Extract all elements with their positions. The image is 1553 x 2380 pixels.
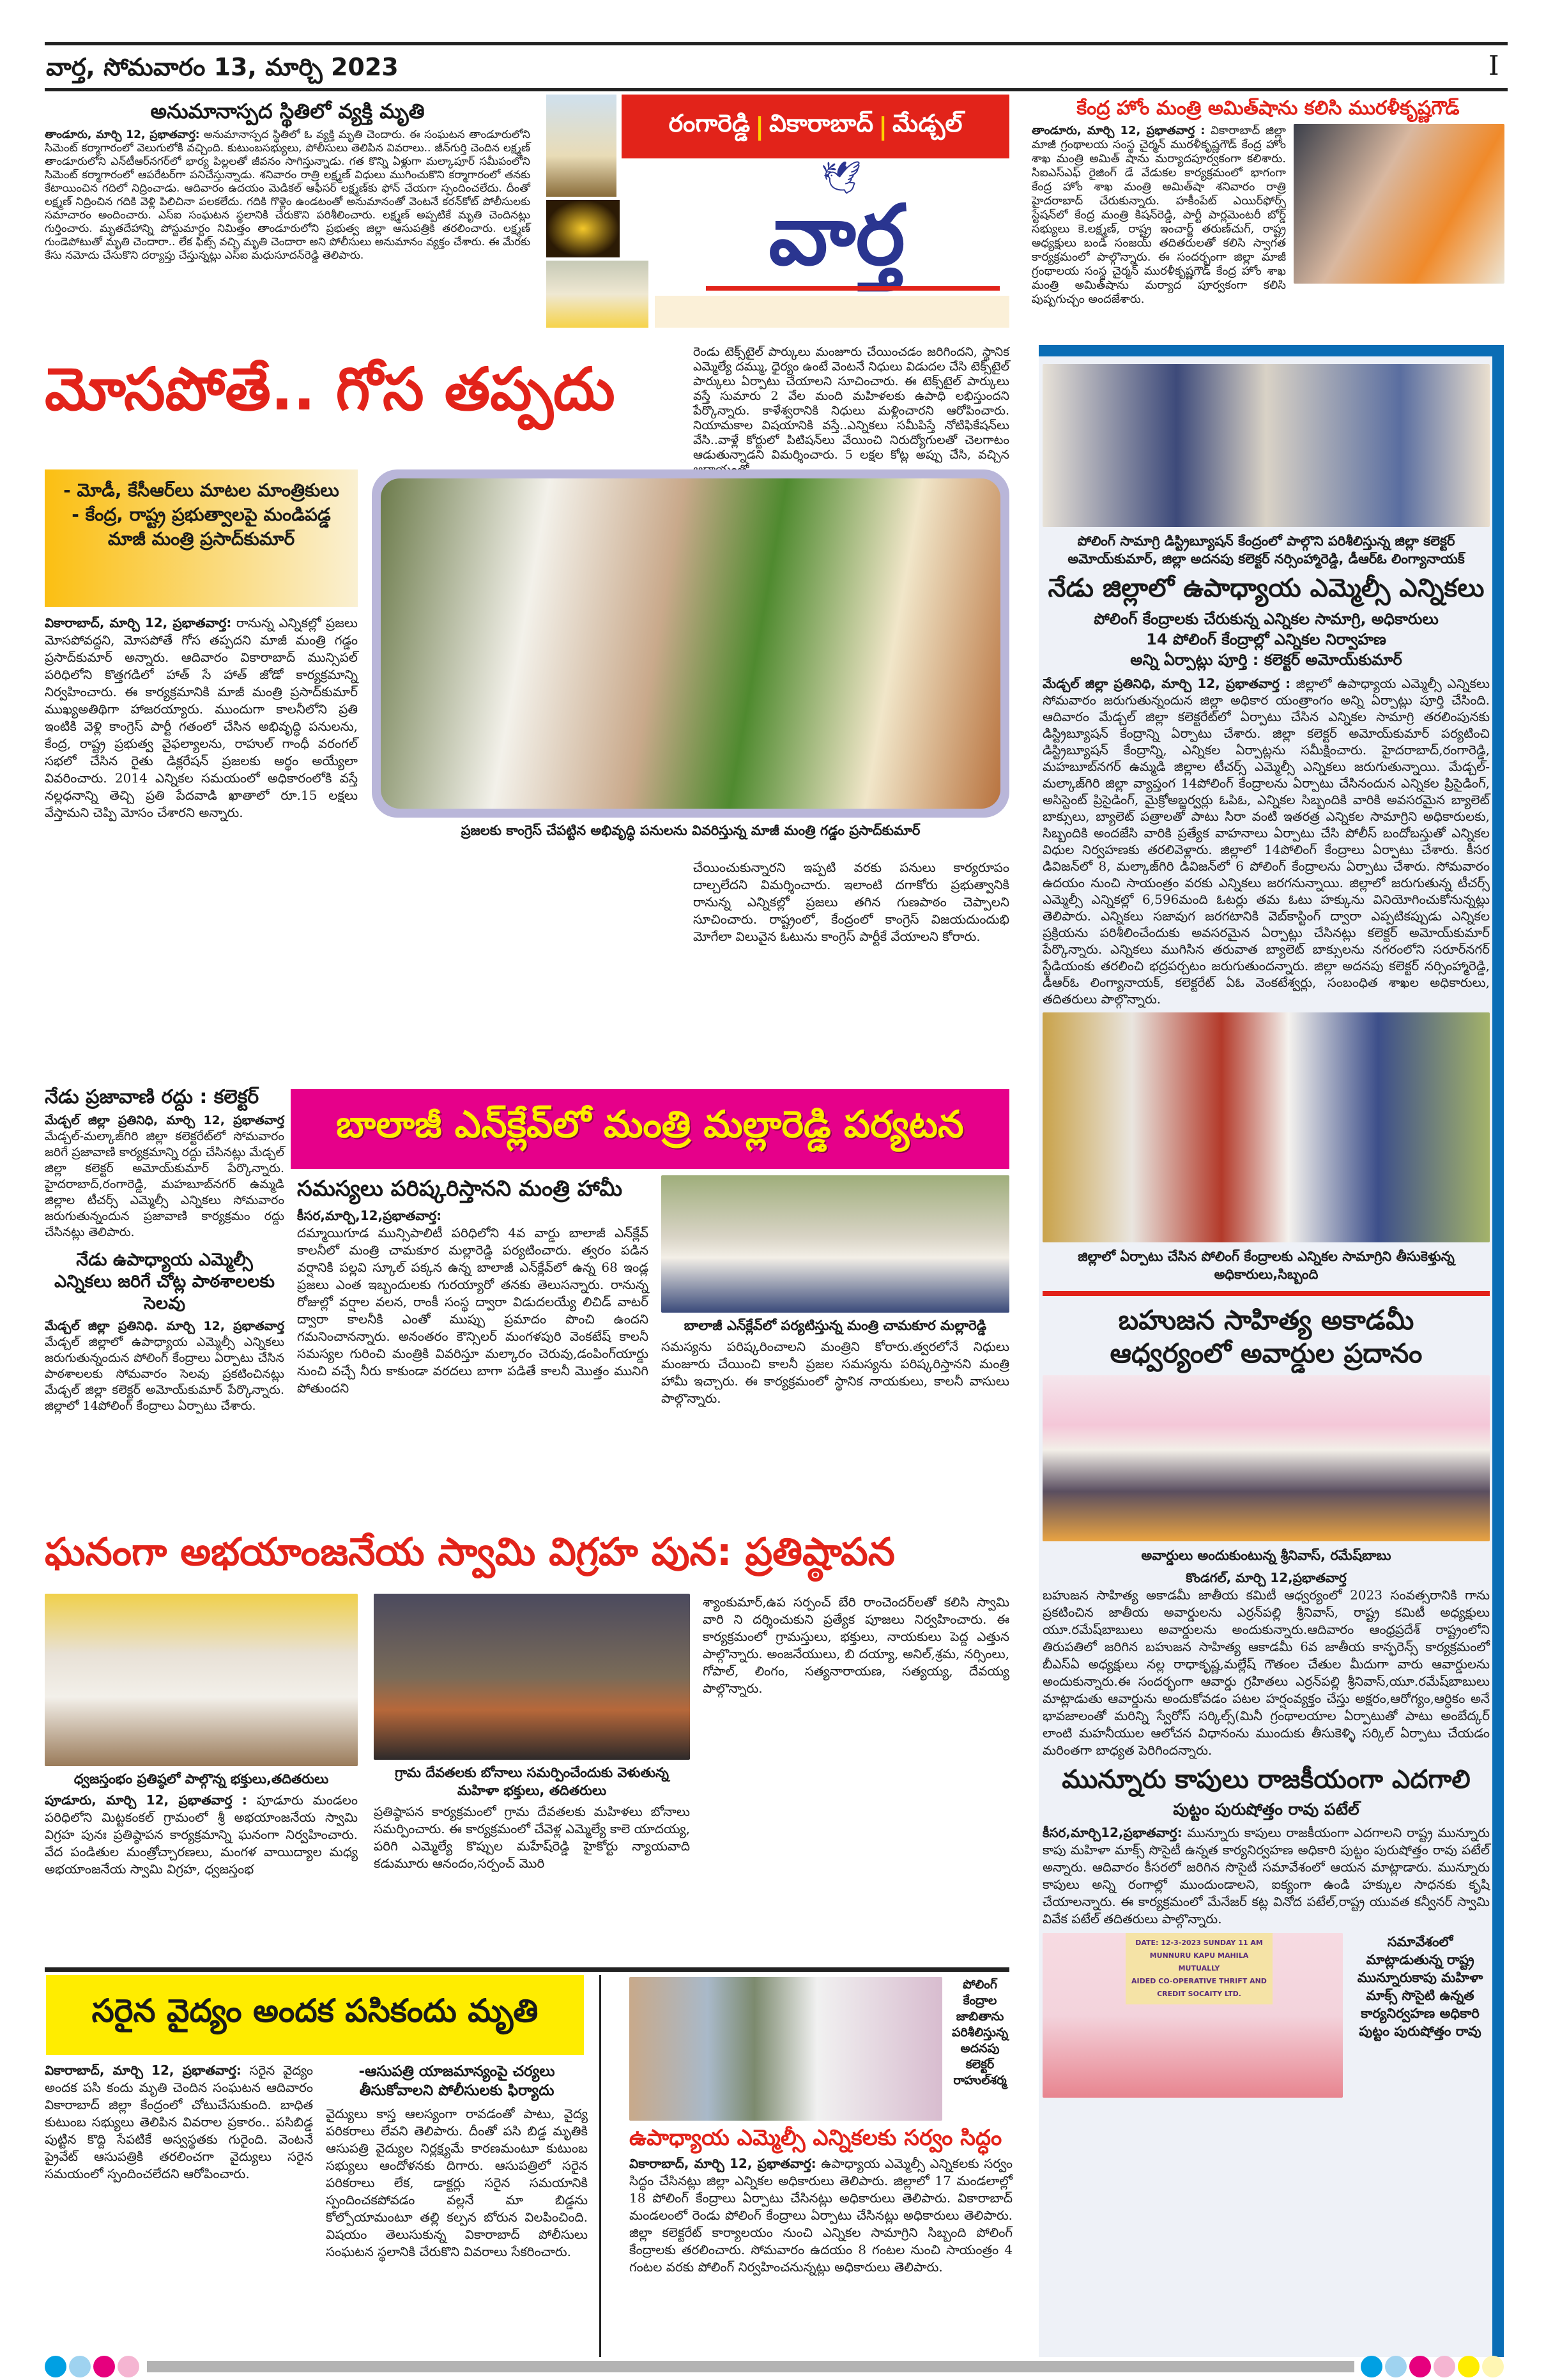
headline-abhayanjaneya: ఘనంగా అభయాంజనేయ స్వామి విగ్రహ పున: ప్రతిష్ఠాపన <box>45 1530 895 1575</box>
collector-photo-caption: పోలింగ్ సామాగ్రి డిస్ట్రిబ్యూషన్ కేంద్రంలో పాల్గొని పరిశీలిస్తున్న జిల్లా కలెక్టర్ అమోయ్‌కుమార్, జిల్లా అదనపు కలెక్టర్ నర్సింహ్మారెడ్డి, డీఆర్‌ఓ లింగ్యానాయక్ <box>1067 533 1465 567</box>
color-mark <box>1361 2356 1382 2377</box>
paper-date: వార్త, సోమవారం 13, మార్చి 2023 <box>46 53 399 81</box>
dateline: మేడ్చల్ జిల్లా ప్రతినిధి, మార్చి 12, ప్రభాతవార్త <box>45 1113 284 1127</box>
color-marks-right <box>1361 2356 1506 2380</box>
color-mark <box>69 2356 91 2377</box>
headline-balaji: బాలాజీ ఎన్‌క్లేవ్‌లో మంత్రి మల్లారెడ్డి పర్యటన <box>336 1102 964 1146</box>
article-body: బహుజన సాహిత్య అకాడమీ జాతీయ కమిటీ ఆధ్వర్యంలో 2023 సంవత్సరానికి గాను ప్రకటించిన జాతీయ అవార్డులను ఎర్రన్‌పల్లి శ్రీనివాస్, రాష్ట్ర కమిటీ అధ్యక్షులు యూ.రమేష్‌బాబులు అవార్డులను అందుకున్నారు.ఆదివారం ఆంధ్రప్రదేశ్ రాష్ట్రంలోని తిరుపతిలో జరిగిన బహుజన సాహిత్య ఆకాడమీ 6వ జాతీయ కాన్ఫరెన్స్ కార్యక్రమంలో బీఎస్‌ఏ అధ్యక్షులు నల్ల రాధాకృష్ణ,మల్లేష్ గౌతంల చేతుల మీదుగా వారు ఆవార్డులను అందుకున్నారు.ఈ సందర్భంగా ఆవార్డు గ్రహితలు ఎర్రన్‌పల్లి శ్రీనివాస్,యూ.రమేష్‌బాబులు మాట్లాడుతు ఆవార్డును అందుకోవడం పటల హర్షంవ్యక్తం చేస్తు అక్షరం,ఆరోగ్యం,ఆర్ధికం అనే భావజాలంతో మరిన్ని స్వేరోస్ సర్కిల్స్(మినీ గ్రంథాలయాల ఏర్పాటుతో పాటు అంబేద్కర్ లాంటి మహనీయుల ఆలోచన విధానంను ముందుకు తీసుకెళ్ళి సర్కిల్ ఏర్పాటు చేయడం మరింతగా బాధ్యత పెరిగిందన్నారు. <box>1043 1587 1490 1758</box>
color-mark <box>1434 2356 1455 2377</box>
article-body: మేడ్చల్ జిల్లాలో ఉపాధ్యాయ ఎమ్మెల్సీ ఎన్నికలు జరుగుతున్నందున పోలింగ్ కేంద్రాలు ఏర్పాటు చేసిన పాఠశాలలకు సోమవారం సెలవు ప్రకటించినట్లు మేడ్చల్ జిల్లా కలెక్టర్ అమోయ్‌కుమార్ పేర్కొన్నారు. జిల్లాలో 14పోలింగ్ కేంద్రాలు ఏర్పాటు చేశారు. <box>45 1335 284 1413</box>
suspicious-death-column <box>45 99 530 332</box>
color-mark <box>1482 2356 1504 2377</box>
meeting-banner <box>1126 1933 1273 2004</box>
article-body: అనుమానాస్పద స్థితిలో ఓ వ్యక్తి మృతి చెందారు. ఈ సంఘటన తాండూరులోని సిమెంట్ కర్మాగారంలో వెలుగులోకి వచ్చింది. కుటుంబసభ్యులు, పోలీసులు తెలిపిన వివరాలు.. జీన్‌గుర్తి చెందిన లక్ష్మణ్ తాండూరులోని ఎన్‌టీఆర్‌నగర్‌లో భార్య పిల్లలతో జీవనం సాగిస్తున్నాడు. గత కొన్ని ఏళ్లుగా మల్కాపూర్ సమీపంలోని సిమెంట్ కర్మాగారంలో ఆపరేటర్‌గా పనిచేస్తున్నాడు. శనివారం రాత్రి లక్ష్మణ్ విధులు ముగించుకొని కర్మాగారంలో తనకు కేటాయించిన గదిలో నిద్రించాడు. ఆదివారం ఉదయం మెడికల్ ఆఫీసర్ లక్ష్మణ్‌కు ఫోన్ చేయగా స్పందించలేదు. దీంతో లక్ష్మణ్ నిద్రించిన గదికి వెళ్లి పిలిచినా పలకలేదు. గదికి గొళ్లెం ఉండటంతో అనుమానంతో వెంటనే కరన్‌కోట్ పోలీసులకు సమాచారం అందించారు. ఎస్ఐ సంఘటన స్థలానికి చేరుకొని పరిశీలించారు. లక్ష్మణ్ అప్పటికే మృతి చెందినట్లు గుర్తించారు. మృతదేహాన్ని పోస్టుమార్టం నిమిత్తం తాండూరులోని ప్రభుత్వ జిల్లా ఆసుపత్రికి తరలించారు. లక్ష్మణ్ గుండెపోటుతో మృతి చెందారా.. లేక ఫిట్స్ వచ్చి మృతి చెందారా అని పోలీసులు అనుమానం వ్యక్తం చేశారు. ఈ మేరకు కేసు నమోదు చేసుకొని దర్యాప్తు చేస్తున్నట్లు ఎస్ఐ మధుసూదన్‌రెడ్డి తెలిపారు. <box>45 128 530 263</box>
color-mark <box>93 2356 115 2377</box>
lead-body-col3: చేయించుకున్నారని ఇప్పటి వరకు పనులు కార్యరూపం దాల్చలేదని విమర్శించారు. ఇలాంటి దగాకోరు ప్రభుత్వానికి రానున్న ఎన్నికల్లో ప్రజలు తగిన గుణపాఠం చెప్పాలని సూచించారు. రాష్ట్రంలో, కేంద్రంలో కాంగ్రెస్ విజయదుందుభి మోగేలా విలువైన ఓటును కాంగ్రెస్ పార్టీకే వేయాలని కోరారు. <box>693 860 1009 944</box>
color-mark <box>1409 2356 1431 2377</box>
amit-shah-column <box>1032 97 1504 332</box>
headline-school-holiday: నేడు ఉపాధ్యాయ ఎమ్మెల్సీ ఎన్నికలు జరిగే చోట్ల పాఠశాలలకు సెలవు <box>54 1250 275 1313</box>
footer-gray-bar <box>147 2361 1354 2372</box>
left-small-column <box>45 1086 284 1507</box>
munnuru-photo-caption: సమావేశంలో మాట్లాడుతున్న రాష్ట్ర మున్నూరుకాపు మహిళా మాక్స్ సొసైటి ఉన్నత కార్యనిర్వహణ అధికారి పుట్టం పురుషోత్తం రావు <box>1357 1934 1483 2039</box>
infant-banner <box>46 1975 584 2055</box>
article-school-holiday <box>45 1318 284 1414</box>
district-vikarabad: వికారాబాద్ <box>769 109 874 137</box>
red-divider <box>1043 1291 1490 1296</box>
flagpole-photo <box>45 1594 358 1766</box>
article-amit-shah <box>1032 124 1504 307</box>
temple-photo <box>546 95 616 197</box>
dateline: వికారాబాద్, మార్చి 12, ప్రభాతవార్త: <box>45 2063 241 2078</box>
lead-photo-caption: ప్రజలకు కాంగ్రెస్ చేపట్టిన అభివృద్ధి పనులను వివరిస్తున్న మాజీ మంత్రి గడ్డం ప్రసాద్‌కుమార్ <box>461 823 921 838</box>
header-bottom-rule <box>45 88 1508 91</box>
balaji-banner <box>291 1089 1009 1169</box>
dateline: వికారాబాద్, మార్చి 12, ప్రభాతవార్త: <box>629 2156 816 2171</box>
article-body: సరైన వైద్యం అందక పసి కందు మృతి చెందిన సంఘటన ఆదివారం వికారాబాద్ జిల్లా కేంద్రంలో చోటుచేసుకుంది. బాధిత కుటుంబ సభ్యులు తెలిపిన వివరాల ప్రకారం.. పసిబిడ్డ పుట్టిన కొద్ది సేపటికే అస్వస్థతకు గురైంది. వెంటనే ప్రైవేట్ ఆసుపత్రికి తరలించగా వైద్యులు సరైన సమయంలో స్పందించలేదని ఆరోపించారు. <box>45 2063 314 2181</box>
headline-suspicious-death: అనుమానాస్పద స్థితిలో వ్యక్తి మృతి <box>150 99 425 123</box>
abhayanjaneya-col1-stack <box>45 1594 358 1964</box>
banner-line: MUNNURU KAPU MAHILA MUTUALLY <box>1149 1951 1249 1972</box>
munnuru-photo-row <box>1043 1933 1490 2098</box>
headline-munnuru-kapu: మున్నూరు కాపులు రాజకీయంగా ఎదగాలి <box>1062 1765 1471 1794</box>
masthead-cream-band <box>655 296 1009 328</box>
subheads-mlc-medchal <box>1043 609 1490 670</box>
abhayanjaneya-col3: శ్యాంకుమార్,ఉప సర్పంచ్ బేరి రాంచెందర్‌లతో కలిసి స్వామి వారి ని దర్శించుకుని ప్రత్యేక పూజలు నిర్వహించారు. ఈ కార్యక్రమంలో గ్రామస్తులు, భక్తులు, నాయకులు పెద్ద ఎత్తున పాల్గొన్నారు. అంజనేయులు, బి దయ్యా, అనిల్,శ్రమ, నర్సింలు, గోపాల్, లింగం, సత్యనారాయణ, సత్యయ్య, దేవయ్య పాల్గొన్నారు. <box>703 1594 1009 1696</box>
abhayanjaneya-col2: ప్రతిష్ఠాపన కార్యక్రమంలో గ్రామ దేవతలకు మహిళలు బోనాలు సమర్పించారు. ఈ కార్యక్రమంలో చేవెళ్ల ఎమ్మెల్యే కాలె యాదయ్య, పరిగి ఎమ్మెల్యే కొప్పుల మహేష్‌రెడ్డి హైకోర్టు న్యాయవాది కడుమూరు ఆనందం,సర్పంచ్ మొరి <box>374 1804 690 1871</box>
infant-subhead: -ఆసుపత్రి యాజమాన్యంపై చర్యలు తీసుకోవాలని పోలీసులకు ఫిర్యాదు <box>358 2063 555 2099</box>
article-body: మేడ్చల్-మల్కాజ్‌గిరి జిల్లా కలెక్టరేట్‌లో సోమవారం జరిగే ప్రజావాణి కార్యక్రమాన్ని రద్దు చేసినట్లు మేడ్చల్ జిల్లా కలెక్టర్ అమోయ్‌కుమార్ పేర్కొన్నారు. హైదరాబాద్,రంగారెడ్డి, మహబూబ్‌నగర్ ఉమ్మడి జిల్లాల టీచర్స్ ఎమ్మెల్సీ ఎన్నికలు సోమవారం జరుగుతున్నందున ప్రజావాణి కార్యక్రమం రద్దు చేసినట్లు తెలిపారు. <box>45 1129 284 1239</box>
infant-col2: వైద్యులు కాస్త ఆలస్యంగా రావడంతో పాటు, వైద్య పరికరాలు లేవని తెలిపారు. దీంతో పసి బిడ్డ మృతికి ఆసుపత్రి వైద్యుల నిర్లక్ష్యమే కారణమంటూ కుటుంబ సభ్యులు ఆందోళనకు దిగారు. ఆసుపత్రిలో సరైన పరికరాలు లేక, డాక్టర్లు సరైన సమయానికి స్పందించకపోవడం వల్లనే మా బిడ్డను కోల్పోయామంటూ తల్లి కల్పన బోరున విలపించింది. విషయం తెలుసుకున్న వికారాబాద్ పోలీసులు సంఘటన స్థలానికి చేరుకొని వివరాలు సేకరించారు. <box>326 2106 588 2259</box>
dateline: కీసర,మార్చి12,ప్రభాతవార్త: <box>1043 1825 1182 1840</box>
dateline: మేడ్చల్ జిల్లా ప్రతినిధి, మార్చి 12, ప్రభాతవార్త : <box>1043 676 1291 691</box>
masthead-logo: వార్త <box>769 187 905 284</box>
headline-infant-death: సరైన వైద్యం అందక పసికందు మృతి <box>91 1992 539 2029</box>
amit-shah-photo <box>1294 124 1504 284</box>
article-prajavani <box>45 1113 284 1240</box>
right-column <box>1043 364 1490 2351</box>
dateline: కీసర,మార్చి,12,ప్రభాతవార్త: <box>297 1208 442 1223</box>
district-rangareddy: రంగారెడ్డి <box>668 109 751 137</box>
color-mark <box>1385 2356 1407 2377</box>
article-bahujana <box>1043 1569 1490 1759</box>
article-body: జిల్లాలో ఉపాధ్యాయ ఎమ్మెల్సీ ఎన్నికలు సోమవారం జరుగుతున్నందున జిల్లా అధికార యంత్రాంగం అన్ని ఏర్పాట్లు పూర్తి చేసింది. ఆదివారం మేడ్చల్ జిల్లా కలెక్టరేట్‌లో ఏర్పాటు చేసిన ఎన్నికల సామాగ్రి తరలింపునకు డిస్ట్రిబ్యూషన్ కేంద్రాన్ని ఏర్పాటు చేశారు. జిల్లా కలెక్టర్ అమోయ్‌కుమార్ పర్యటించి డిస్ట్రిబ్యూషన్ కేంద్రాన్ని, ఎన్నికల ఏర్పాట్లను సమీక్షించారు. హైదరాబాద్,రంగారెడ్డి, మహబూబ్‌నగర్ ఉమ్మడి జిల్లాల టీచర్స్ ఎమ్మెల్సీ ఎన్నికలు జరుగుతున్నాయి. మేడ్చల్-మల్కాజ్‌గిరి జిల్లా వ్యాప్తంగ 14పోలింగ్ కేంద్రాలను ఏర్పాటు చేసినందున ఎన్నికల ప్రిసైడింగ్, అసిస్టెంట్ ప్రిసైడింగ్, మైక్రోఅబ్జర్వర్లు ఓపిఓ, ఎన్నికల సిబ్బందికి వారికి అవసరమైన బ్యాలెట్ బాక్సులు, బ్యాలెట్ పత్రాలతో పాటు సిరా వంటి ఇతరత్ర ఎన్నికల సామాగ్రిని అధికారులకు, సిబ్బందికి అందజేసి వారికి ప్రత్యేక వాహనాలు ఏర్పాటు చేసి పోలీస్ బందోబస్తుతో ఎన్నికల విధుల నిర్వహణకు తరలివెళ్లారు. జిల్లాలో 14పోలింగ్ కేంద్రాలు ఏర్పాటు చేశారు. కీసర డివిజన్‌లో 8, మల్కాజ్‌గిరి డివిజన్‌లో 6 పోలింగ్ కేంద్రాలను ఏర్పాటు చేశారు. సోమవారం ఉదయం నుంచి సాయంత్రం వరకు ఎన్నికలు జరగనున్నాయి. జిల్లాలో జరుగుతున్న టీచర్స్ ఎమ్మెల్సీ ఎన్నికల్లో 6,596మంది ఓటర్లు తమ ఓటు హక్కును వినియోగించుకోనున్నట్లు తెలిపారు. ఎన్నికలు సజావుగ జరగటానికి వెబ్‌కాస్టింగ్ ద్వారా ఎప్పటికప్పుడు ఎన్నికల ప్రక్రియను పరిశీలించేందుకు అవసరమైన ఏర్పాట్లు చేసినట్లు కలెక్టర్ అమోయ్‌కుమార్ పేర్కొన్నారు. ఎన్నికలు ముగిసిన తరువాత బ్యాలెట్ బాక్సులను నగరంలోని సరూర్‌నగర్ స్టేడియంకు తరలించి భద్రపర్చటం జరుగుతుందన్నారు. జిల్లా అదనపు కలెక్టర్ నర్సింహ్మారెడ్డి, డీఆర్‌ఓ లింగ్యానాయక్, కలెక్టరేట్ ఏఓ వెంకటేశ్వర్లు, సంబంధిత శాఖల అధికారులు, తదితరులు పాల్గొన్నారు. <box>1043 676 1490 1007</box>
lead-photo-frame <box>372 469 1009 818</box>
rahul-sharma-photo <box>629 1977 942 2121</box>
district-banner: రంగారెడ్డి | వికారాబాద్ | మేడ్చల్ <box>622 95 1009 158</box>
color-mark <box>1458 2356 1480 2377</box>
munnuru-meeting-photo <box>1043 1933 1343 2098</box>
article-body: పూడూరు మండలం పరిధిలోని మిట్టకంకల్ గ్రామంలో శ్రీ అభయాంజనేయ స్వామి విగ్రహ పునః ప్రతిష్ఠాపన కార్యక్రమాన్ని ఘనంగా నిర్వహించారు. వేద పండితుల మంత్రోచ్చారణలు, మంగళ వాయిద్యాల మధ్య అభయాంజనేయ స్వామి విగ్రహ, ధ్వజస్తంభ <box>45 1792 358 1877</box>
lead-subhead: - మోడీ, కేసీఆర్‌లు మాటల మాంత్రికులు <box>63 480 339 501</box>
subhead-munnuru-kapu: పుట్టం పురుషోత్తం రావు పటేల్ <box>1173 1800 1359 1819</box>
headline-prajavani: నేడు ప్రజావాణి రద్దు : కలెక్టర్ <box>45 1086 259 1108</box>
article-mlc-vikarabad <box>629 2155 1013 2276</box>
balaji-photo-caption: బాలాజీ ఎన్‌క్లేవ్‌లో పర్యటిస్తున్న మంత్రి చామకూర మల్లారెడ్డి <box>684 1318 987 1333</box>
polling-material-photo <box>1043 1012 1490 1242</box>
banner-line: DATE: 12-3-2023 SUNDAY 11 AM <box>1135 1939 1263 1947</box>
abhayanjaneya-col2-stack <box>374 1594 690 1964</box>
infant-col2-stack <box>326 2062 588 2357</box>
article-body: రానున్న ఎన్నికల్లో ప్రజలు మోసపోవద్దని, మోసపోతే గోస తప్పదని మాజీ మంత్రి గడ్డం ప్రసాద్‌కుమార్ అన్నారు. ఆదివారం వికారాబాద్ మున్సిపల్ పరిధిలోని కొత్తగడిలో హాత్ సే హాత్ జోడో కార్యక్రమాన్ని నిర్వహించారు. ఈ కార్యక్రమానికి మాజీ మంత్రి ప్రసాద్‌కుమార్ ముఖ్యఅతిథిగా హాజరయ్యారు. ముందుగా కాలనీలోని ప్రతి ఇంటికి వెళ్లి కాంగ్రెస్ పార్టీ గతంలో చేసిన అభివృద్ధి పనులను, కేంద్ర, రాష్ట్ర ప్రభుత్వ వైఫల్యాలను, రాహుల్ గాంధీ వరంగల్ సభలో చేసిన రైతు డిక్లరేషన్ ప్రజలకు అర్థం అయ్యేలా వివరించారు. 2014 ఎన్నికల సమయంలో అధికారంలోకి వస్తే నల్లధనాన్ని తెచ్చి ప్రతి పేదవాడి ఖాతాలో రూ.15 లక్షలు వేస్తామని చెప్పి మోసం చేశారని అన్నారు. <box>45 615 358 820</box>
article-balaji-cont: సమస్యను పరిష్కరించాలని మంత్రిని కోరారు.త్వరలోనే నిధులు మంజూరు చేయించి కాలనీ ప్రజల సమస్యను పరిష్కరిస్తానని మంత్రి హామీ ఇచ్చారు. ఈ కార్యక్రమంలో స్థానిక నాయకులు, కాలనీ వాసులు పాల్గొన్నారు. <box>661 1339 1009 1406</box>
section-divider <box>45 1967 1009 1972</box>
lead-headline: మోసపోతే.. గోస తప్పదు <box>45 355 615 423</box>
header-top-rule <box>45 42 1508 45</box>
article-body: దమ్మాయిగూడ మున్సిపాలిటీ పరిధిలోని 4వ వార్డు బాలాజీ ఎన్‌క్లేవ్ కాలనీలో మంత్రి చామకూర మల్లారెడ్డి పర్యటించారు. త్వరం పడిన వర్షానికి పల్లవి స్కూల్ పక్కన ఉన్న బాలాజీ ఎన్‌క్లేవ్‌లో ఉన్న 68 ఇండ్ల ప్రజలు ఎంత ఇబ్బందులకు గురయ్యారో తనకు తెలుసన్నారు. రానున్న రోజుల్లో వర్షాల వలన, రాంకీ సంస్థ ద్వారా విడుదలయ్యే లిచిడ్ వాటర్ ద్వారా కాలనీకి ఎంతో ముప్పు ప్రమాదం పొంచి ఉందని గమనించానన్నారు. అనంతరం కౌన్సిలర్ మంగళపురి వెంకటేష్ కాలనీ సమస్యల గురించి మంత్రికి వివరిస్తూ మల్కారం చెరువు,డంపింగ్‌యార్డు నుంచి వచ్చే నీరు కాకుండా వరదలు బాగా పడితే కాలనీ మొత్తం మునిగి పోతుందని <box>297 1225 648 1396</box>
article-suspicious-death <box>45 128 530 263</box>
lead-body-col1 <box>45 614 358 821</box>
subhead-balaji: సమస్యలు పరిష్కరిస్తానని మంత్రి హామీ <box>297 1176 623 1201</box>
masthead <box>546 95 1009 331</box>
headline-amit-shah: కేంద్ర హోం మంత్రి అమిత్‌షాను కలిసి మురళీకృష్ణగౌడ్ <box>1076 97 1460 119</box>
banner-line: CREDIT SOCAITY LTD. <box>1157 1990 1241 1998</box>
district-medchal: మేడ్చల్ <box>892 109 963 137</box>
collector-photo <box>1043 364 1490 527</box>
article-body: ఉపాధ్యాయ ఎమ్మెల్సీ ఎన్నికలకు సర్వం సిద్ధం చేసినట్లు జిల్లా ఎన్నికల అధికారులు తెలిపారు. జిల్లాలో 17 మండలాల్లో 18 పోలింగ్ కేంద్రాలు ఏర్పాటు చేసినట్లు అధికారులు తెలిపారు. వికారాబాద్ మండలంలో రెండు పోలింగ్ కేంద్రాలు ఏర్పాటు చేసినట్లు అధికారులు తెలిపారు. జిల్లా కలెక్టరేట్ కార్యాలయం నుంచి ఎన్నికల సామాగ్రిని సిబ్బంది పోలింగ్ కేంద్రాలకు తరలించారు. సోమవారం ఉదయం 8 గంటల నుంచి సాయంత్రం 4 గంటల వరకు పోలింగ్ నిర్వహించనున్నట్లు అధికారులు తెలిపారు. <box>629 2156 1013 2275</box>
article-body: వికారాబాద్ జిల్లా మాజీ గ్రంథాలయ సంస్థ చైర్మన్ మురళీకృష్ణగౌడ్ కేంద్ర హోం శాఖ మంత్రి అమిత్ షాను మర్యాదపూర్వకంగా కలిశారు. సిఐఎస్ఎఫ్ రైజింగ్ డే వేడుకల కార్యక్రమంలో భాగంగా కేంద్ర హోం శాఖ మంత్రి అమిత్‌షా శనివారం రాత్రి హైదరాబాద్ చేరుకున్నారు. హకీంపేట్ ఎయిర్‌ఫోర్స్ స్టేషన్‌లో కేంద్ర మంత్రి కిషన్‌రెడ్డి, పార్టీ పార్లమెంటరీ బోర్డ్ సభ్యులు కె.లక్ష్మణ్, రాష్ట్ర ఇంచార్జ్ తరుణ్‌చుగ్, రాష్ట్ర అధ్యక్షులు బండి సంజయ్ తదితరులతో కలిసి స్వాగత కార్యక్రమంలో పాల్గొన్నారు. ఈ సందర్భంగా జిల్లా మాజీ గ్రంథాలయ సంస్థ చైర్మన్ మురళీకృష్ణగౌడ్ కేంద్ర హోం శాఖ మంత్రి అమిత్‌షాను మర్యాద పూర్వకంగా కలిసి పుష్పగుచ్చం అందజేశారు. <box>1032 124 1286 306</box>
lead-subheads <box>45 469 358 607</box>
article-munnuru-kapu <box>1043 1824 1490 1928</box>
polling-material-caption: జిల్లాలో ఏర్పాటు చేసిన పోలింగ్ కేంద్రాలకు ఎన్నికల సామాగ్రిని తీసుకెళ్తున్న అధికారులు,సిబ్బంది <box>1078 1249 1455 1282</box>
lead-subhead: - కేంద్ర, రాష్ట్ర ప్రభుత్వాలపై మండిపడ్డ మాజీ మంత్రి ప్రసాద్‌కుమార్ <box>72 504 331 549</box>
abhayanjaneya-col1 <box>45 1792 358 1878</box>
ornament-photo <box>546 200 620 257</box>
article-mlc-medchal <box>1043 675 1490 1007</box>
bonalu-photo-caption: గ్రామ దేవతలకు బోనాలు సమర్పించేందుకు వెళుతున్న మహిళా భక్తులు, తదితరులు <box>395 1765 669 1798</box>
mlc-vikarabad-stack <box>629 1977 1013 2357</box>
headline-bahujana: బహుజన సాహిత్య అకాడమీ ఆధ్వర్యంలో అవార్డుల ప్రదానం <box>1110 1304 1423 1369</box>
subhead: అన్ని ఏర్పాట్లు పూర్తి : కలెక్టర్ అమోయ్‌కుమార్ <box>1130 651 1402 669</box>
color-marks-left <box>45 2356 142 2380</box>
rahul-sharma-row <box>629 1977 1013 2121</box>
dateline: తాండూరు, మార్చి 12, ప్రభాతవార్త : <box>1032 124 1205 137</box>
page-number: I <box>1488 50 1499 81</box>
dateline: కొండగల్, మార్చి 12,ప్రభాతవార్త <box>1186 1570 1347 1585</box>
dateline: వికారాబాద్, మార్చి 12, ప్రభాతవార్త: <box>45 615 232 630</box>
dove-icon: 🕊 <box>821 159 862 196</box>
color-mark <box>118 2356 139 2377</box>
dateline: పూడూరు, మార్చి 12, ప్రభాతవార్త : <box>45 1792 247 1808</box>
color-mark <box>45 2356 66 2377</box>
flagpole-photo-caption: ధ్వజస్తంభం ప్రతిష్ఠలో పాల్గొన్న భక్తులు,తదితరులు <box>73 1771 329 1787</box>
award-photo-caption: అవార్డులు అందుకుంటున్న శ్రీనివాస్, రమేష్‌బాబు <box>1141 1548 1391 1563</box>
banner-line: AIDED CO-OPERATIVE THRIFT AND <box>1131 1977 1267 1985</box>
balaji-right-column <box>661 1175 1009 1507</box>
column-rule <box>599 1975 601 2357</box>
masthead-red-line <box>706 286 1000 291</box>
bonalu-photo <box>374 1594 690 1760</box>
hill-temple-photo <box>546 261 648 328</box>
article-balaji <box>297 1207 648 1397</box>
subhead: పోలింగ్ కేంద్రాలకు చేరుకున్న ఎన్నికల సామాగ్రి, అధికారులు <box>1094 610 1439 628</box>
lead-photo-column <box>372 469 1009 853</box>
lead-photo <box>381 478 1000 809</box>
dateline: తాండూరు, మార్చి 12, ప్రభాతవార్త: <box>45 128 200 142</box>
balaji-left-column <box>297 1175 648 1507</box>
article-body: మున్నూరు కాపులు రాజకీయంగా ఎదగాలని రాష్ట్ర మున్నూరు కాపు మహిళా మాక్స్ సొసైటీ ఉన్నత కార్యనిర్వహణ అధికారి పుట్టం పురుషోత్తం రావు పటేల్ అన్నారు. ఆదివారం కీసరలో జరిగిన సొసైటీ సమావేశంలో ఆయన మాట్లాడారు. మున్నూరు కాపులు అన్ని రంగాల్లో ముందుండాలని, ఐక్యంగా ఉండి హక్కుల సాధనకు కృషి చేయాలన్నారు. ఈ కార్యక్రమంలో మేనేజర్ కట్ల వినోద పటేల్,రాష్ట్ర యువత కన్వీనర్ స్వామి వివేక పటేల్ తదితరులు పాల్గొన్నారు. <box>1043 1825 1490 1926</box>
infant-col1 <box>45 2062 313 2357</box>
subhead: 14 పోలింగ్ కేంద్రాల్లో ఎన్నికల నిర్వాహణ <box>1146 630 1386 648</box>
award-photo <box>1043 1375 1490 1541</box>
headline-mlc-vikarabad: ఉపాధ్యాయ ఎమ్మెల్సీ ఎన్నికలకు సర్వం సిద్ధం <box>629 2125 1002 2151</box>
lead-left-column <box>45 469 358 1067</box>
lead-body-col2: రెండు టెక్స్‌టైల్ పార్కులు మంజూరు చేయించడం జరిగిందని, స్థానిక ఎమ్మెల్యే దమ్ము, ధైర్యం ఉంటే వెంటనే నిధులు విడుదల చేసి టెక్స్‌టైల్ పార్కులు ఏర్పాటు చేయాలని సూచించారు. ఈ టెక్స్‌టైల్ పార్కులు వస్తే సుమారు 2 వేల మంది మహిళలకు ఉపాధి లభిస్తుందని పేర్కొన్నారు. కాళేశ్వరానికి నిధులు మళ్లించారని ఆరోపించారు. నియామకాల విషయానికి వస్తే..ఎన్నికలు సమీపిస్తే నోటిఫికేషన్‌లు వేసి..వాళ్లే కోర్టులో పిటిషన్‌లు వేయించి నిరుద్యోగులతో చెలగాటం ఆడుతున్నాడని విమర్శించారు. 5 లక్షల కోట్ల అప్పు చేసి, వచ్చిన <box>693 345 1009 462</box>
dateline: మేడ్చల్ జిల్లా ప్రతినిధి. మార్చి 12, ప్రభాతవార్త <box>45 1319 284 1333</box>
headline-mlc-medchal: నేడు జిల్లాలో ఉపాధ్యాయ ఎమ్మెల్సీ ఎన్నికలు <box>1048 574 1485 603</box>
rahul-sharma-caption: పోలింగ్ కేంద్రాల జాబితాను పరిశీలిస్తున్న అదనపు కలెక్టర్ రాహుల్‌శర్మ <box>951 1978 1009 2087</box>
balaji-photo <box>661 1175 1009 1313</box>
